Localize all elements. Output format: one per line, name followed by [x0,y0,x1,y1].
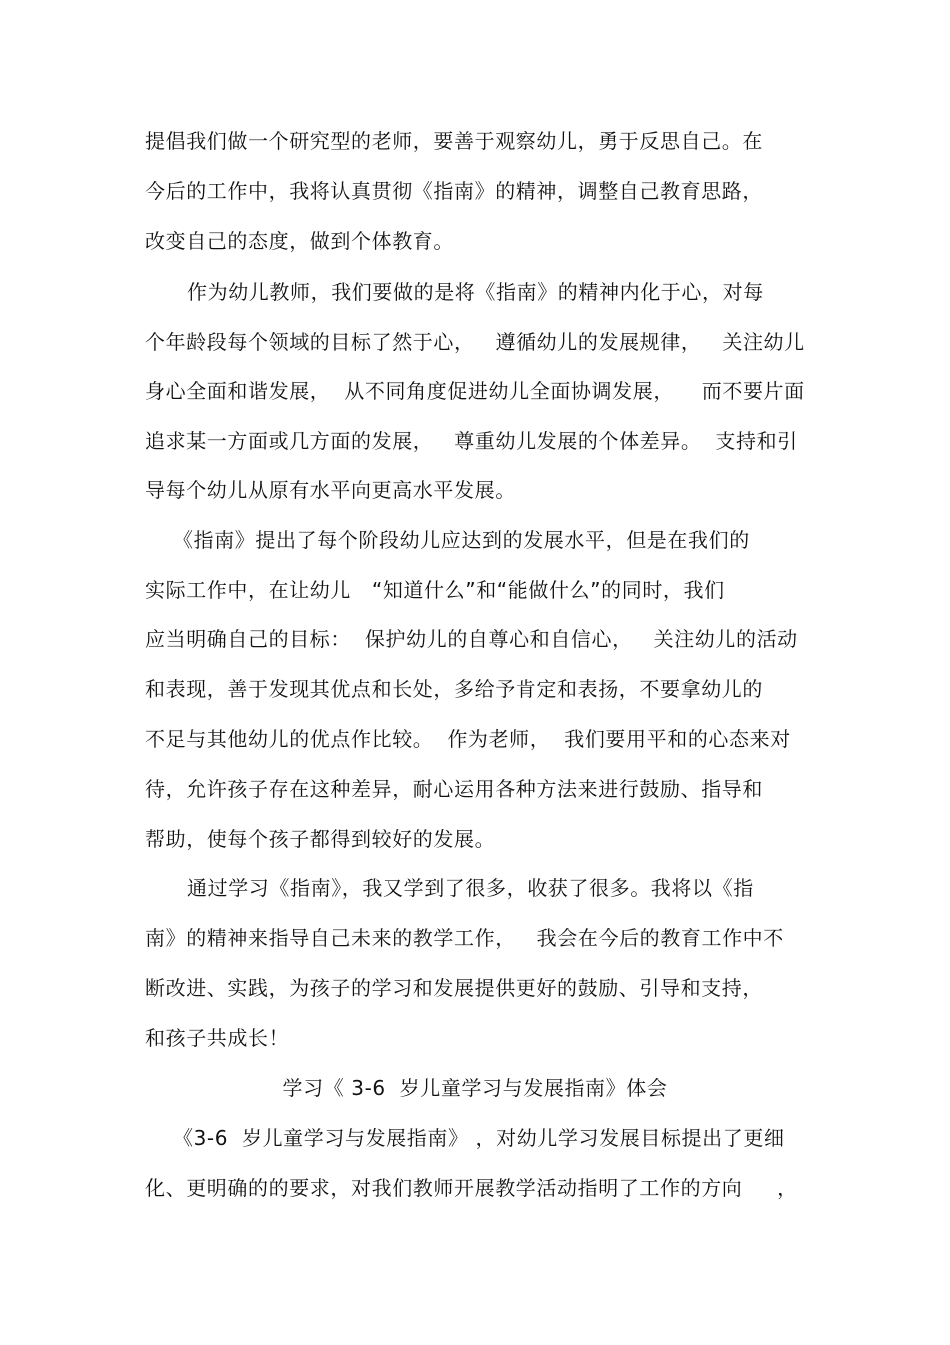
text-line: 身心全面和谐发展， 从不同角度促进幼儿全面协调发展， 而不要片面 [145,379,805,403]
text-line: 个年龄段每个领域的目标了然于心， 遵循幼儿的发展规律， 关注幼儿 [145,330,805,354]
text-line: 化、更明确的的要求，对我们教师开展教学活动指明了工作的方向 ， [145,1176,798,1200]
paragraph-first-line: 作为幼儿教师，我们要做的是将《指南》的精神内化于心，对每 [187,280,764,304]
text-line: 和表现，善于发现其优点和长处，多给予肯定和表扬，不要拿幼儿的 [145,677,763,701]
text-line: 应当明确自己的目标： 保护幼儿的自尊心和自信心， 关注幼儿的活动 [145,627,798,651]
paragraph-first-line: 《3-6 岁儿童学习与发展指南》 ，对幼儿学习发展目标提出了更细 [173,1126,785,1150]
paragraph-first-line: 通过学习《指南》，我又学到了很多，收获了很多。我将以《指 [187,876,754,900]
text-line: 追求某一方面或几方面的发展， 尊重幼儿发展的个体差异。 支持和引 [145,429,798,453]
text-line: 断改进、实践，为孩子的学习和发展提供更好的鼓励、引导和支持， [145,976,763,1000]
text-line: 待，允许孩子存在这种差异，耐心运用各种方法来进行鼓励、指导和 [145,777,763,801]
section-title: 学习《 3-6 岁儿童学习与发展指南》体会 [282,1076,668,1100]
text-line: 和孩子共成长！ [145,1026,290,1050]
paragraph-first-line: 《指南》提出了每个阶段幼儿应达到的发展水平，但是在我们的 [173,528,750,552]
text-line: 实际工作中，在让幼儿 “知道什么”和“能做什么”的同时，我们 [145,578,725,602]
text-line: 帮助，使每个孩子都得到较好的发展。 [145,827,496,851]
text-line: 南》的精神来指导自己未来的教学工作， 我会在今后的教育工作中不 [145,926,784,950]
text-line: 提倡我们做一个研究型的老师，要善于观察幼儿，勇于反思自己。在 [145,129,763,153]
text-line: 不足与其他幼儿的优点作比较。 作为老师， 我们要用平和的心态来对 [145,727,791,751]
text-line: 改变自己的态度，做到个体教育。 [145,229,454,253]
text-line: 今后的工作中，我将认真贯彻《指南》的精神，调整自己教育思路， [145,179,763,203]
text-line: 导每个幼儿从原有水平向更高水平发展。 [145,478,516,502]
